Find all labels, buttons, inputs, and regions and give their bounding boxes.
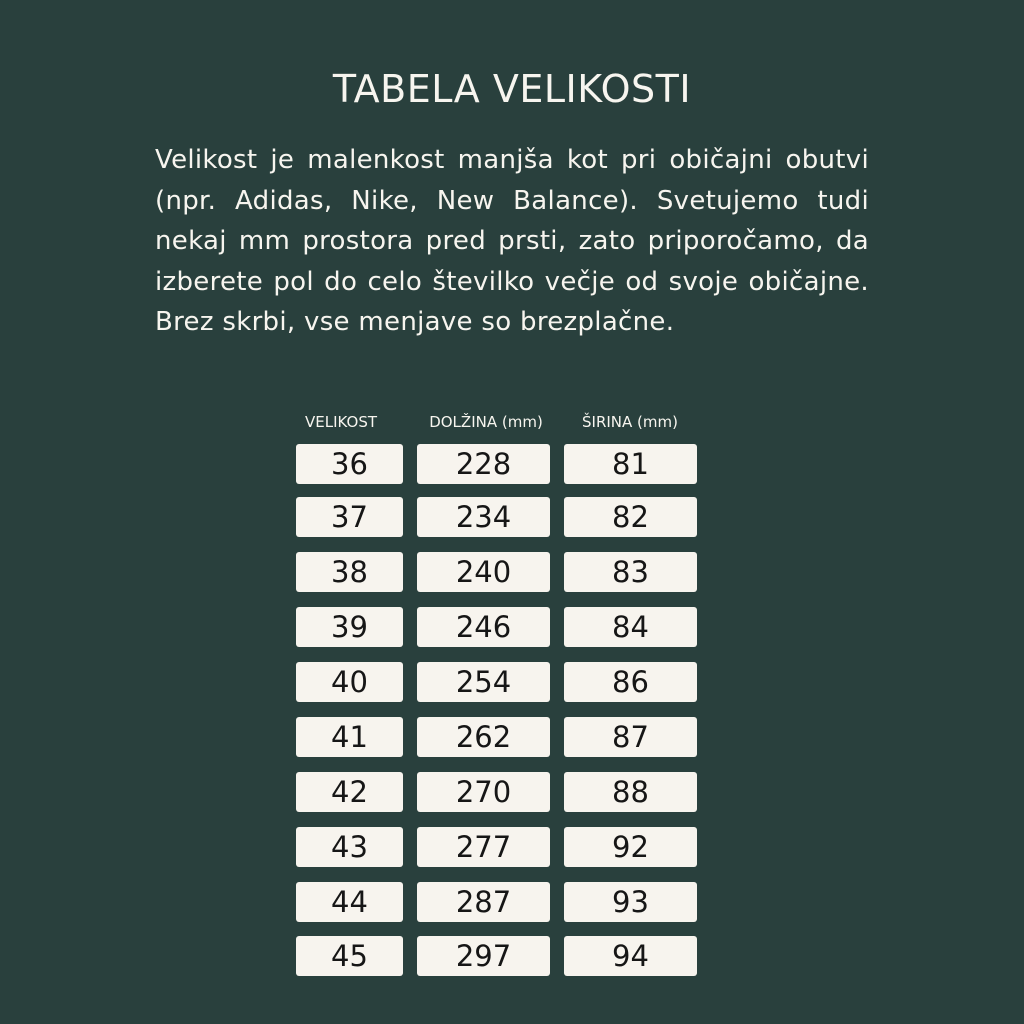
length-cell: 277 bbox=[417, 827, 550, 867]
width-cell: 93 bbox=[564, 882, 697, 922]
length-cell: 262 bbox=[417, 717, 550, 757]
size-cell: 43 bbox=[296, 827, 403, 867]
size-cell: 36 bbox=[296, 444, 403, 484]
size-cell: 38 bbox=[296, 552, 403, 592]
length-cell: 240 bbox=[417, 552, 550, 592]
page-title: TABELA VELIKOSTI bbox=[332, 67, 692, 111]
width-cell: 94 bbox=[564, 936, 697, 976]
size-cell: 37 bbox=[296, 497, 403, 537]
size-cell: 41 bbox=[296, 717, 403, 757]
size-cell: 45 bbox=[296, 936, 403, 976]
width-cell: 88 bbox=[564, 772, 697, 812]
column-header-length: DOLŽINA (mm) bbox=[429, 413, 543, 431]
width-cell: 87 bbox=[564, 717, 697, 757]
width-cell: 82 bbox=[564, 497, 697, 537]
column-header-width: ŠIRINA (mm) bbox=[582, 413, 678, 431]
length-cell: 234 bbox=[417, 497, 550, 537]
size-cell: 44 bbox=[296, 882, 403, 922]
width-cell: 83 bbox=[564, 552, 697, 592]
length-cell: 270 bbox=[417, 772, 550, 812]
length-cell: 287 bbox=[417, 882, 550, 922]
length-cell: 254 bbox=[417, 662, 550, 702]
width-cell: 92 bbox=[564, 827, 697, 867]
length-cell: 228 bbox=[417, 444, 550, 484]
size-cell: 39 bbox=[296, 607, 403, 647]
length-cell: 246 bbox=[417, 607, 550, 647]
size-description: Velikost je malenkost manjša kot pri običajni obutvi (npr. Adidas, Nike, New Balance). Svetujemo tudi nekaj mm prostora pred prsti, zato priporočamo, da izberete pol do celo številko večje od svoje običajne. Brez skrbi, vse menjave so brezplačne. bbox=[155, 145, 869, 337]
width-cell: 81 bbox=[564, 444, 697, 484]
length-cell: 297 bbox=[417, 936, 550, 976]
size-cell: 40 bbox=[296, 662, 403, 702]
column-header-size: VELIKOST bbox=[304, 413, 378, 431]
size-cell: 42 bbox=[296, 772, 403, 812]
width-cell: 86 bbox=[564, 662, 697, 702]
width-cell: 84 bbox=[564, 607, 697, 647]
